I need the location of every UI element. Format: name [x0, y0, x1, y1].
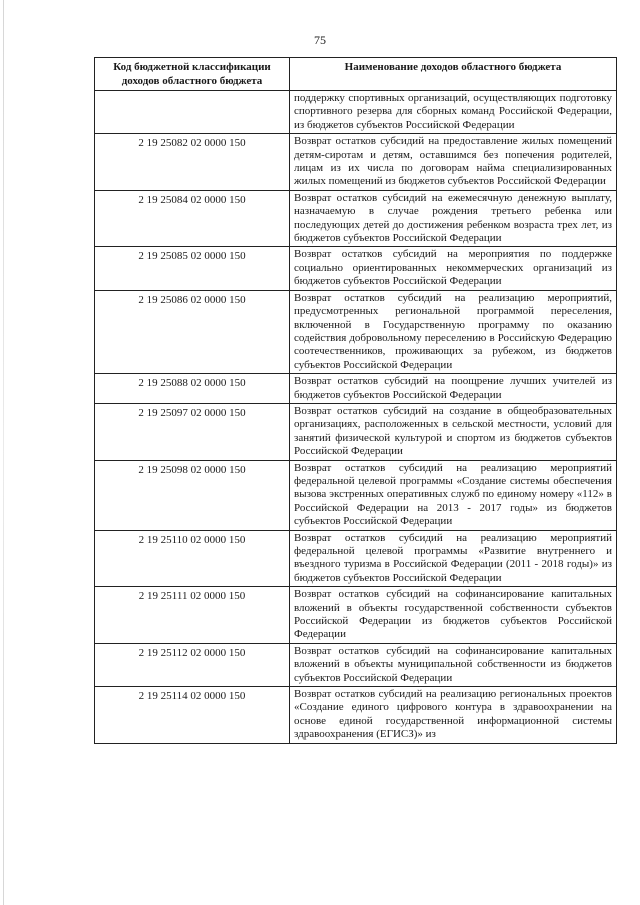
page-number: 75: [314, 33, 326, 47]
table-row: [95, 687, 617, 744]
table-row: [95, 190, 617, 247]
table-header-row: [95, 58, 617, 91]
name-cell: поддержку спортивных организаций, осуществляющих подготовку спортивного резерва для сборных команд Российской Федерации, из бюджетов субъектов Российской Федерации: [290, 91, 617, 134]
name-cell: Возврат остатков субсидий на софинансирование капитальных вложений в объекты государственной собственности субъектов Российской Федерации из бюджетов субъектов Российской Федерации: [290, 587, 617, 644]
name-cell: Возврат остатков субсидий на предоставление жилых помещений детям-сиротам и детям, оставшимся без попечения родителей, лицам из их числа по договорам найма специализированных жилых помещений из бюджетов субъектов Российской Федерации: [290, 134, 617, 191]
code-cell: 2 19 25086 02 0000 150: [95, 290, 290, 373]
name-cell: Возврат остатков субсидий на реализацию мероприятий федеральной целевой программы «Развитие внутреннего и въездного туризма в Российской Федерации (2011 - 2018 годы)» из бюджетов субъектов Российской Федерации: [290, 530, 617, 587]
table-row: [95, 91, 617, 134]
table-row: [95, 530, 617, 587]
table-row: [95, 247, 617, 290]
table-row: [95, 134, 617, 191]
code-cell: 2 19 25110 02 0000 150: [95, 530, 290, 587]
scan-edge: [3, 0, 4, 905]
code-cell: 2 19 25114 02 0000 150: [95, 687, 290, 744]
table-row: [95, 403, 617, 460]
budget-classification-table: [94, 57, 617, 744]
code-cell: 2 19 25097 02 0000 150: [95, 403, 290, 460]
code-cell: 2 19 25082 02 0000 150: [95, 134, 290, 191]
code-cell: 2 19 25098 02 0000 150: [95, 460, 290, 530]
table-row: [95, 374, 617, 404]
name-cell: Возврат остатков субсидий на ежемесячную денежную выплату, назначаемую в случае рождения третьего ребенка или последующих детей до достижения ребенком возраста трех лет, из бюджетов субъектов Российской Федерации: [290, 190, 617, 247]
code-cell: 2 19 25111 02 0000 150: [95, 587, 290, 644]
table-row: [95, 460, 617, 530]
name-cell: Возврат остатков субсидий на создание в общеобразовательных организациях, расположенных в сельской местности, условий для занятий физической культурой и спортом из бюджетов субъектов Российской Федерации: [290, 403, 617, 460]
name-cell: Возврат остатков субсидий на поощрение лучших учителей из бюджетов субъектов Российской Федерации: [290, 374, 617, 404]
code-cell: 2 19 25112 02 0000 150: [95, 643, 290, 686]
name-cell: Возврат остатков субсидий на реализацию региональных проектов «Создание единого цифрового контура в здравоохранении на основе единой государственной информационной системы здравоохранения (ЕГИСЗ)» из: [290, 687, 617, 744]
table-row: [95, 643, 617, 686]
name-cell: Возврат остатков субсидий на софинансирование капитальных вложений в объекты муниципальной собственности из бюджетов субъектов Российской Федерации: [290, 643, 617, 686]
code-cell: 2 19 25088 02 0000 150: [95, 374, 290, 404]
code-cell: 2 19 25085 02 0000 150: [95, 247, 290, 290]
code-cell: [95, 91, 290, 134]
name-cell: Возврат остатков субсидий на реализацию мероприятий федеральной целевой программы «Создание системы обеспечения вызова экстренных оперативных служб по единому номеру «112» в Российской Федерации на 2013 - 2017 годы» из бюджетов субъектов Российской Федерации: [290, 460, 617, 530]
name-cell: Возврат остатков субсидий на мероприятия по поддержке социально ориентированных некоммерческих организаций из бюджетов субъектов Российской Федерации: [290, 247, 617, 290]
table-row: [95, 290, 617, 373]
table-row: [95, 587, 617, 644]
column-header-code: Код бюджетной классификации доходов областного бюджета: [95, 58, 290, 91]
column-header-name: Наименование доходов областного бюджета: [290, 58, 617, 91]
name-cell: Возврат остатков субсидий на реализацию мероприятий, предусмотренных региональной программой переселения, включенной в Государственную программу по оказанию содействия добровольному переселению в Российскую Федерацию соотечественников, проживающих за рубежом, из бюджетов субъектов Российской Федерации: [290, 290, 617, 373]
code-cell: 2 19 25084 02 0000 150: [95, 190, 290, 247]
